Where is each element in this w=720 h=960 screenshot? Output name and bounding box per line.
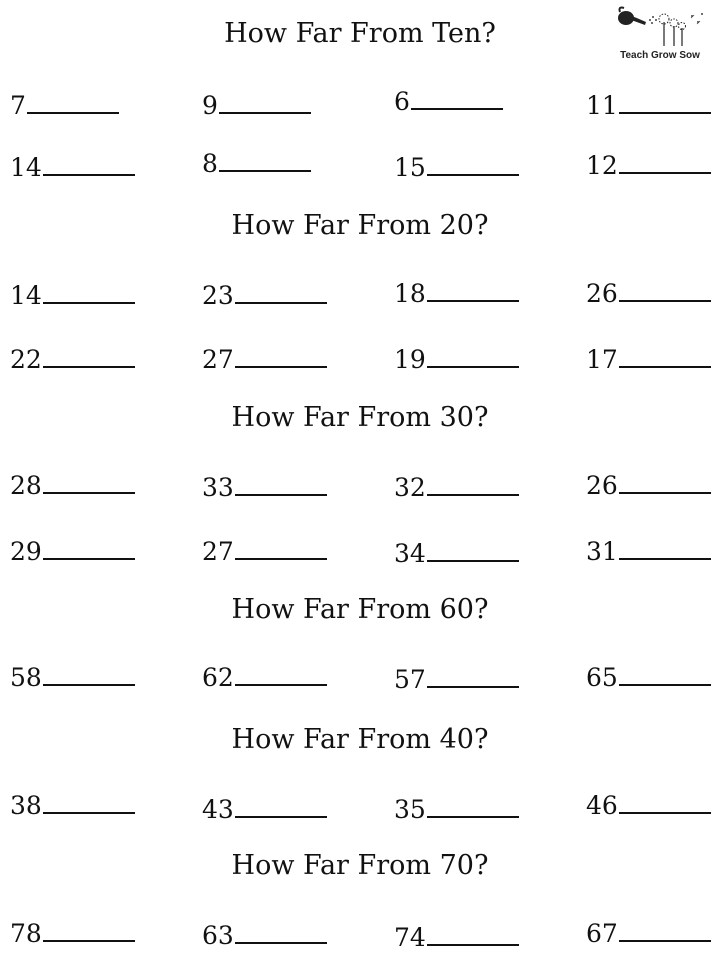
problem-item: 19	[394, 344, 519, 375]
answer-blank[interactable]	[427, 472, 519, 496]
logo-text: Teach Grow Sow	[620, 50, 700, 61]
problem-item: 22	[10, 344, 135, 375]
problem-item: 27	[202, 344, 327, 375]
answer-blank[interactable]	[43, 918, 135, 942]
answer-blank[interactable]	[619, 662, 711, 686]
answer-blank[interactable]	[619, 536, 711, 560]
problem-item: 26	[586, 470, 711, 501]
section-title: How Far From 60?	[231, 594, 489, 625]
problem-item: 26	[586, 278, 711, 309]
problem-item: 63	[202, 920, 327, 951]
problem-item: 15	[394, 152, 519, 183]
section-title: How Far From 20?	[231, 210, 489, 241]
answer-blank[interactable]	[427, 538, 519, 562]
problem-item: 29	[10, 536, 135, 567]
problem-item: 74	[394, 922, 519, 953]
answer-blank[interactable]	[619, 470, 711, 494]
answer-blank[interactable]	[235, 344, 327, 368]
problem-item: 62	[202, 662, 327, 693]
section-title: How Far From 30?	[231, 402, 489, 433]
answer-blank[interactable]	[619, 90, 711, 114]
section-title: How Far From 40?	[231, 724, 489, 755]
answer-blank[interactable]	[411, 86, 503, 110]
answer-blank[interactable]	[427, 278, 519, 302]
answer-blank[interactable]	[43, 470, 135, 494]
problem-item: 34	[394, 538, 519, 569]
problem-item: 46	[586, 790, 711, 821]
problem-item: 32	[394, 472, 519, 503]
problem-item: 7	[10, 90, 119, 121]
answer-blank[interactable]	[235, 536, 327, 560]
problem-item: 33	[202, 472, 327, 503]
answer-blank[interactable]	[43, 280, 135, 304]
problem-item: 12	[586, 150, 711, 181]
answer-blank[interactable]	[219, 148, 311, 172]
problem-item: 67	[586, 918, 711, 949]
section-title: How Far From Ten?	[224, 18, 496, 49]
problem-item: 27	[202, 536, 327, 567]
problem-item: 11	[586, 90, 711, 121]
problem-item: 9	[202, 90, 311, 121]
answer-blank[interactable]	[427, 922, 519, 946]
answer-blank[interactable]	[427, 794, 519, 818]
problem-item: 78	[10, 918, 135, 949]
answer-blank[interactable]	[619, 344, 711, 368]
answer-blank[interactable]	[43, 152, 135, 176]
answer-blank[interactable]	[219, 90, 311, 114]
problem-item: 17	[586, 344, 711, 375]
problem-item: 6	[394, 86, 503, 117]
problem-item: 43	[202, 794, 327, 825]
problem-item: 31	[586, 536, 711, 567]
section-title: How Far From 70?	[231, 850, 489, 881]
problem-item: 23	[202, 280, 327, 311]
problem-item: 28	[10, 470, 135, 501]
problem-item: 38	[10, 790, 135, 821]
answer-blank[interactable]	[43, 662, 135, 686]
answer-blank[interactable]	[427, 664, 519, 688]
problem-item: 14	[10, 280, 135, 311]
problem-item: 14	[10, 152, 135, 183]
problem-item: 35	[394, 794, 519, 825]
answer-blank[interactable]	[619, 918, 711, 942]
answer-blank[interactable]	[235, 920, 327, 944]
answer-blank[interactable]	[235, 794, 327, 818]
answer-blank[interactable]	[43, 344, 135, 368]
answer-blank[interactable]	[235, 662, 327, 686]
answer-blank[interactable]	[235, 472, 327, 496]
problem-item: 18	[394, 278, 519, 309]
answer-blank[interactable]	[27, 90, 119, 114]
problem-item: 8	[202, 148, 311, 179]
answer-blank[interactable]	[235, 280, 327, 304]
problem-item: 57	[394, 664, 519, 695]
answer-blank[interactable]	[427, 344, 519, 368]
answer-blank[interactable]	[619, 790, 711, 814]
answer-blank[interactable]	[43, 790, 135, 814]
answer-blank[interactable]	[427, 152, 519, 176]
problem-item: 65	[586, 662, 711, 693]
answer-blank[interactable]	[43, 536, 135, 560]
answer-blank[interactable]	[619, 150, 711, 174]
answer-blank[interactable]	[619, 278, 711, 302]
problem-item: 58	[10, 662, 135, 693]
